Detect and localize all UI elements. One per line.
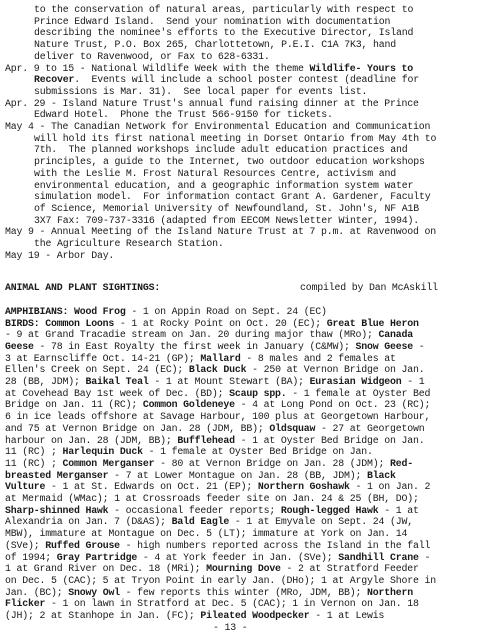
sighting-line: Sharp-shinned Hawk - occasional feeder reports; Rough-legged Hawk - 1 at xyxy=(5,504,419,516)
sighting-line: 3 at Earnscliffe Oct. 14-21 (GP); Mallard - 8 males and 2 females at xyxy=(5,352,396,364)
event-text-line: Edward Hotel. Phone the Trust 566-9150 for tickets. xyxy=(34,109,333,121)
sighting-line: Vulture - 1 at St. Edwards on Oct. 21 (EP); Northern Goshawk - 1 on Jan. 2 xyxy=(5,481,431,493)
sighting-line: Ellen's Creek on Sept. 24 (EC); Black Duck - 250 at Vernon Bridge on Jan. xyxy=(5,364,425,376)
section-heading: ANIMAL AND PLANT SIGHTINGS: xyxy=(5,282,161,294)
sighting-line: MBW), immature at Montague on Dec. 5 (LT); immature at York on Jan. 14 xyxy=(5,528,408,540)
sighting-line: Flicker - 1 on lawn in Stratford at Dec. 5 (CAC); 1 in Vernon on Jan. 18 xyxy=(5,598,419,610)
event-text-line: deliver to Ravenwood, or Fax to 628-6331. xyxy=(34,50,270,62)
event-text-line: Nature Trust, P.O. Box 265, Charlottetown, P.E.I. C1A 7K3, hand xyxy=(34,39,396,51)
event-entry xyxy=(5,226,436,238)
sighting-line: at Covehead Bay 1st week of Dec. (BD); Scaup spp. - 1 female at Oyster Bed xyxy=(5,387,431,399)
event-entry xyxy=(5,250,114,262)
sighting-line: Bridge on Jan. 11 (RC); Common Goldeneye - 4 at Long Pond on Oct. 23 (RC); xyxy=(5,399,431,411)
sighting-line: Jan. (BC); Snowy Owl - few reports this winter (MRo, JDM, BB); Northern xyxy=(5,586,413,598)
sighting-line: BIRDS: Common Loons - 1 at Rocky Point on Oct. 20 (EC); Great Blue Heron xyxy=(5,317,419,329)
event-text-line: - The Canadian Network for Environmental Education and Communication xyxy=(33,121,431,132)
event-text-line: with the Leslie M. Frost Natural Resources Centre, activism and xyxy=(34,167,396,179)
sighting-line: 1 at Grand River on Dec. 18 (MRi); Mourning Dove - 2 at Stratford Feeder xyxy=(5,563,419,575)
compiled-by: compiled by Dan McAskill xyxy=(300,282,438,294)
event-text-line: - Island Nature Trust's annual fund raising dinner at the Prince xyxy=(45,97,419,109)
event-text-line: to the conservation of natural areas, particularly with respect to xyxy=(34,4,414,15)
event-text-line: 3X7 Fax: 709-737-3316 (adapted from EECOM Newsletter Winter, 1994). xyxy=(34,214,419,226)
event-text-line: - National Wildlife Week with the theme Wildlife- Yours to xyxy=(73,62,413,74)
event-text-line: principles, a guide to the Internet, two outdoor education workshops xyxy=(34,156,425,168)
sighting-line: on Dec. 5 (CAC); 5 at Tryon Point in early Jan. (DHo); 1 at Argyle Shore in xyxy=(5,574,436,586)
event-text-line: Recover. Events will include a school poster contest (deadline for xyxy=(34,74,419,86)
sighting-line: at Mermaid (WMac); 1 at Crossroads feeder site on Jan. 24 & 25 (BH, DO); xyxy=(5,493,419,505)
sighting-line: breasted Merganser - 7 at Lower Montague on Jan. 28 (BB, JDM); Black xyxy=(5,469,396,481)
event-date: May 19 xyxy=(5,249,40,261)
event-text-line: will hold its first national meeting in Dorset Ontario from May 4th to xyxy=(34,132,437,144)
event-date: Apr. 29 xyxy=(5,97,46,109)
sighting-line: Alexandria on Jan. 7 (D&AS); Bald Eagle - 1 at Emyvale on Sept. 24 (JW, xyxy=(5,516,413,528)
event-text-line: simulation model. For information contact Grant A. Gardener, Faculty xyxy=(34,191,431,203)
event-text-line: 7th. The planned workshops include adult education practices and xyxy=(34,144,408,156)
sighting-line: - 9 at Grand Tracadie stream on Jan. 20 during major thaw (MRo); Canada xyxy=(5,329,413,341)
sighting-line: (SVe); Ruffed Grouse - high numbers reported across the Island in the fall xyxy=(5,539,431,551)
event-text-line: Prince Edward Island. Send your nomination with documentation xyxy=(34,15,391,27)
page-number: - 13 - xyxy=(213,621,248,633)
event-entry xyxy=(5,121,430,133)
event-text-line: - Annual Meeting of the Island Nature Trust at 7 p.m. at Ravenwood on xyxy=(33,226,436,238)
event-text-line: - Arbor Day. xyxy=(39,249,115,261)
sighting-line: Geese - 78 in East Royalty the first week in January (C&MW); Snow Geese - xyxy=(5,340,425,352)
sighting-line: harbour on Jan. 28 (JDM, BB); Bufflehead - 1 at Oyster Bed Bridge on Jan. xyxy=(5,434,425,446)
sighting-line: 11 (RC) ; Harlequin Duck - 1 female at Oyster Bed Bridge on Jan. xyxy=(5,446,373,458)
event-date: May 4 xyxy=(5,121,34,132)
event-date: May 9 xyxy=(5,226,34,238)
sighting-line: 28 (BB, JDM); Baikal Teal - 1 at Mount Stewart (BA); Eurasian Widgeon - 1 xyxy=(5,376,425,388)
event-entry xyxy=(5,98,419,110)
event-text-line: environmental education, and a geographic information system water xyxy=(34,179,414,191)
event-text-line: submissions is Mar. 31). See local paper for events list. xyxy=(34,85,368,97)
sighting-line: (JH); 2 at Stanhope in Jan. (FC); Pileated Woodpecker - 1 at Lewis xyxy=(5,610,385,622)
event-text-line: the Agriculture Research Station. xyxy=(34,238,224,249)
sighting-line: and 75 at Vernon Bridge on Jan. 28 (JDM, BB); Oldsquaw - 27 at Georgetown xyxy=(5,422,425,434)
sighting-line: 6 in ice leads offshore at Savage Harbour, 100 plus at Georgetown Harbour, xyxy=(5,411,431,423)
event-text-line: of Science, Memorial University of Newfoundland, St. John's, NF A1B xyxy=(34,202,419,214)
sighting-line: 11 (RC) ; Common Merganser - 80 at Vernon Bridge on Jan. 28 (JDM); Red- xyxy=(5,457,413,469)
event-date: Apr. 9 to 15 xyxy=(5,62,74,74)
sighting-line: of 1994; Gray Partridge - 4 at York feeder in Jan. (SVe); Sandhill Crane - xyxy=(5,551,431,563)
event-entry xyxy=(5,63,413,75)
sighting-line: AMPHIBIANS: Wood Frog - 1 on Appin Road on Sept. 24 (EC) xyxy=(5,305,327,317)
event-text-line: describing the nominee's efforts to the Executive Director, Island xyxy=(34,27,414,39)
